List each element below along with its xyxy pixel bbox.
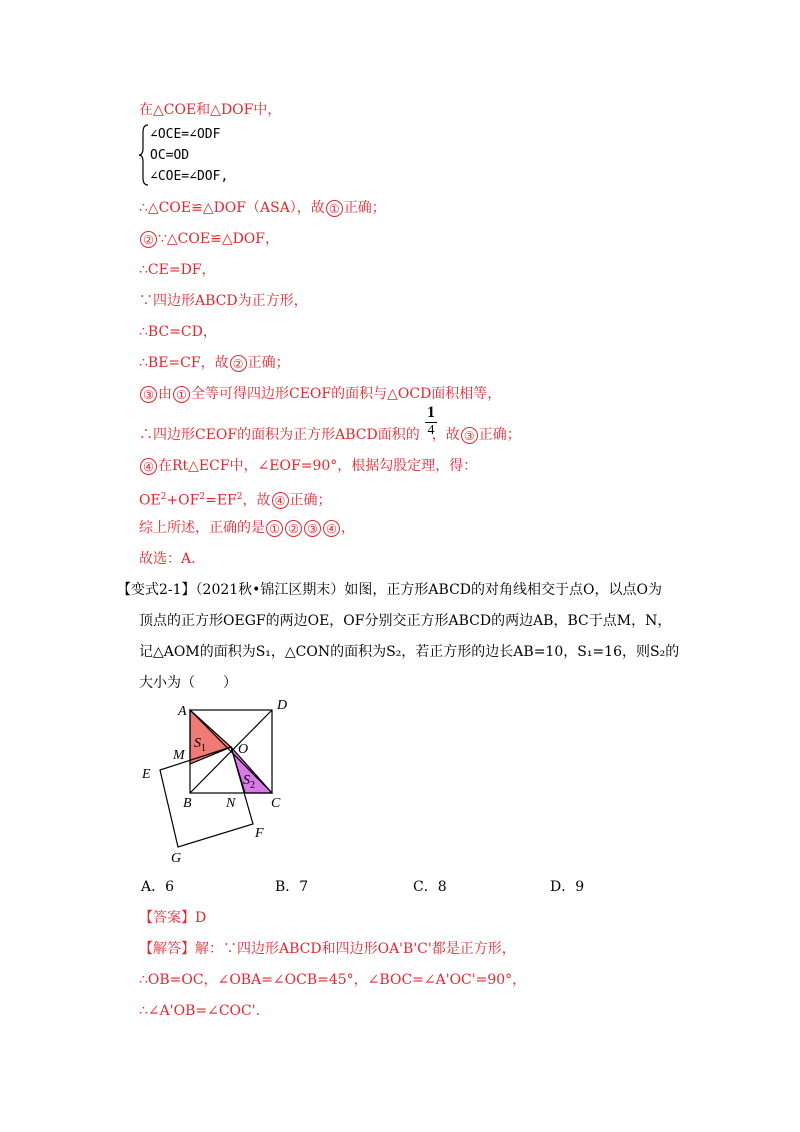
circle-number-3: ③ — [140, 386, 157, 403]
text-line-13: 故选：A. — [139, 551, 196, 567]
label-f: F — [255, 826, 264, 841]
system-line-2: OC=OD — [150, 148, 190, 163]
label-g: G — [171, 851, 182, 866]
circle-number-1: ① — [326, 200, 343, 217]
solution-line-2: ∴OB=OC，∠OBA=∠OCB=45°，∠BOC=∠A'OC'=90°， — [139, 972, 527, 988]
option-b: B．7 — [275, 879, 309, 895]
variant-line-1: 【变式2-1】（2021秋•锦江区期末）如图，正方形ABCD的对角线相交于点O，以点O为 — [117, 582, 662, 598]
text-line-10: ④ 在Rt△ECF中，∠EOF=90°，根据勾股定理，得： — [139, 456, 477, 476]
text-line-12: 综上所述，正确的是 ① ② ③ ④ ， — [139, 520, 355, 536]
label-s2: $S_2$ — [243, 773, 255, 791]
text-line-8: ③ 由 ① 全等可得四边形CEOF的面积与△OCD面积相等， — [139, 384, 501, 404]
variant-line-3: 记△AOM的面积为S₁，△CON的面积为S₂，若正方形的边长AB=10，S₁=16，则S₂的 — [139, 644, 680, 660]
text-line-2: ∴△COE≌△DOF（ASA），故 ① 正确； — [139, 200, 386, 216]
text-line-11: $OE^2+OF^2=EF^2$，故 ④ 正确； — [139, 492, 332, 509]
answer-line: 【答案】D — [139, 910, 207, 926]
system-line-3: ∠COE=∠DOF, — [150, 169, 229, 184]
text-line-9: ∴四边形CEOF的面积为正方形ABCD面积的 ，故 ③ 正确； — [139, 427, 521, 443]
system-line-1: ∠OCE=∠ODF — [150, 127, 221, 142]
text-line-5: ∵四边形ABCD为正方形， — [139, 293, 308, 309]
label-n: N — [226, 796, 236, 811]
text-line-7: ∴BE=CF，故 ② 正确； — [139, 355, 290, 371]
label-c: C — [271, 796, 281, 811]
variant-line-2: 顶点的正方形OEGF的两边OE，OF分别交正方形ABCD的两边AB，BC于点M，N， — [139, 613, 672, 629]
label-o: O — [238, 742, 249, 757]
text-line-4: ∴CE=DF， — [139, 262, 216, 278]
label-s1: $S_1$ — [194, 736, 206, 754]
solution-line-3: ∴∠A'OB=∠COC'. — [139, 1003, 261, 1019]
label-d: D — [277, 698, 288, 713]
option-a: A．6 — [141, 879, 175, 895]
fraction-one-quarter: 1 4 — [427, 404, 435, 438]
circle-number-2: ② — [140, 231, 157, 248]
circle-number-4: ④ — [272, 492, 289, 509]
solution-line-1: 【解答】解：∵四边形ABCD和四边形OA'B'C'都是正方形， — [139, 941, 516, 957]
brace-icon — [139, 124, 149, 186]
text-line-3: ② ∵△COE≌△DOF， — [139, 229, 279, 249]
label-e: E — [142, 767, 151, 782]
text-line-1: 在△COE和△DOF中， — [139, 102, 282, 118]
label-m: M — [173, 748, 185, 763]
geometry-figure — [135, 695, 295, 870]
circle-number-4: ④ — [140, 458, 157, 475]
label-a: A — [178, 704, 187, 719]
circle-number-3: ③ — [461, 427, 478, 444]
option-d: D．9 — [550, 879, 585, 895]
option-c: C．8 — [413, 879, 447, 895]
variant-line-4: 大小为（ ） — [139, 675, 237, 691]
text-line-6: ∴BC=CD， — [139, 324, 217, 340]
circle-number-1: ① — [173, 386, 190, 403]
label-b: B — [183, 796, 192, 811]
circle-number-2: ② — [230, 355, 247, 372]
